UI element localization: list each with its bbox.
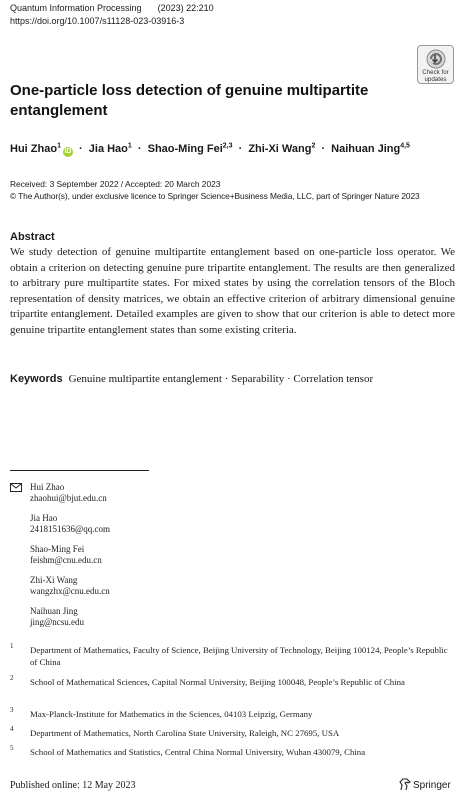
contact-entry — [30, 482, 110, 513]
contact-email[interactable]: zhaohui@bjut.edu.cn — [30, 493, 107, 504]
contact-name: Hui Zhao — [30, 482, 65, 492]
envelope-icon[interactable] — [10, 483, 22, 492]
author-separator: · — [321, 143, 326, 155]
keywords-label: Keywords — [10, 373, 63, 385]
author-separator: · — [238, 143, 243, 155]
author-name[interactable]: Naihuan Jing — [331, 143, 401, 155]
affiliation-number: 4 — [10, 725, 14, 733]
contact-name: Shao-Ming Fei — [30, 544, 85, 554]
contact-name: Zhi-Xi Wang — [30, 575, 78, 585]
affiliation-text: Department of Mathematics, North Carolina State University, Raleigh, NC 27695, USA — [30, 728, 340, 738]
affiliation-text: Max-Planck-Institute for Mathematics in the Sciences, 04103 Leipzig, Germany — [30, 709, 313, 719]
badge-line2: updates — [424, 76, 447, 83]
publisher-name: Springer — [413, 780, 451, 791]
check-for-updates-badge[interactable] — [417, 45, 454, 84]
affiliation-text: School of Mathematical Sciences, Capital Normal University, Beijing 100048, People’s Republic of China — [30, 677, 405, 687]
affiliation-text: School of Mathematics and Statistics, Central China Normal University, Wuhan 430079, China — [30, 747, 366, 757]
copyright-notice: © The Author(s), under exclusive licence to Springer Science+Business Media, LLC, part of Springer Nature 2023 — [10, 191, 420, 201]
contact-entry — [30, 606, 110, 637]
contact-name: Naihuan Jing — [30, 606, 78, 616]
orcid-icon[interactable]: iD — [64, 148, 72, 155]
author-separator: · — [137, 143, 142, 155]
author-list — [10, 143, 450, 157]
contact-email[interactable]: wangzhx@cnu.edu.cn — [30, 586, 110, 597]
doi-link[interactable]: https://doi.org/10.1007/s11128-023-03916-3 — [10, 16, 185, 26]
received-accepted-dates: Received: 3 September 2022 / Accepted: 20 March 2023 — [10, 179, 221, 189]
abstract-heading: Abstract — [10, 231, 55, 243]
affiliation-number: 5 — [10, 744, 14, 752]
author-affil-ref: 1 — [57, 142, 61, 150]
author-affil-ref: 1 — [127, 142, 132, 150]
contact-email[interactable]: 2418151636@qq.com — [30, 524, 111, 535]
contact-entry — [30, 575, 110, 606]
author-affil-ref: 2,3 — [222, 142, 233, 150]
affiliation-number: 2 — [10, 674, 14, 682]
journal-name: Quantum Information Processing — [10, 3, 142, 13]
affiliation-text: Department of Mathematics, Faculty of Science, Beijing University of Technology, Beijing 100124, People’s Republic of China — [30, 645, 448, 667]
affiliation-number: 3 — [10, 706, 14, 714]
affiliation-number: 1 — [10, 642, 14, 650]
contact-email[interactable]: feishm@cnu.edu.cn — [30, 555, 102, 566]
author-name[interactable]: Hui Zhao — [10, 143, 58, 155]
contact-name: Jia Hao — [30, 513, 58, 523]
author-name[interactable]: Jia Hao — [88, 143, 128, 155]
author-separator: · — [79, 143, 83, 155]
check-for-updates-icon — [426, 49, 446, 69]
abstract-text: We study detection of genuine multipartite entanglement based on one-particle loss operator. We obtain a criterion on detecting genuine pure tripartite entanglement. The results are then generalized to arbitrary pure multipartite states. For mixed states by using the correlation tensors of the Bloch representation of density matrices, we obtain an effective criterion of arbitrary dimensional genuine tripartite entanglement. Detailed examples are given to show that our criterion is able to detect more genuine tripartite entanglement states than some existing criteria. — [10, 246, 455, 336]
journal-header — [10, 3, 214, 13]
author-name[interactable]: Zhi-Xi Wang — [248, 143, 312, 155]
keywords-line — [10, 373, 373, 385]
author-affil-ref: 2 — [311, 142, 316, 150]
paper-title: One-particle loss detection of genuine multipartite entanglement — [10, 82, 369, 119]
contact-list — [30, 482, 110, 637]
contact-email[interactable]: jing@ncsu.edu — [30, 617, 85, 628]
author-name[interactable]: Shao-Ming Fei — [147, 143, 223, 155]
journal-volume: (2023) 22:210 — [157, 3, 214, 13]
published-online-date: Published online: 12 May 2023 — [10, 780, 136, 791]
footnote-rule — [10, 470, 149, 471]
keywords-list: Genuine multipartite entanglement · Separability · Correlation tensor — [68, 373, 374, 385]
author-affil-ref: 4,5 — [400, 142, 410, 150]
contact-entry — [30, 544, 110, 575]
contact-entry — [30, 513, 110, 544]
badge-line1: Check for — [422, 69, 449, 76]
springer-horse-icon — [399, 778, 411, 791]
publisher-logo[interactable] — [399, 778, 451, 791]
